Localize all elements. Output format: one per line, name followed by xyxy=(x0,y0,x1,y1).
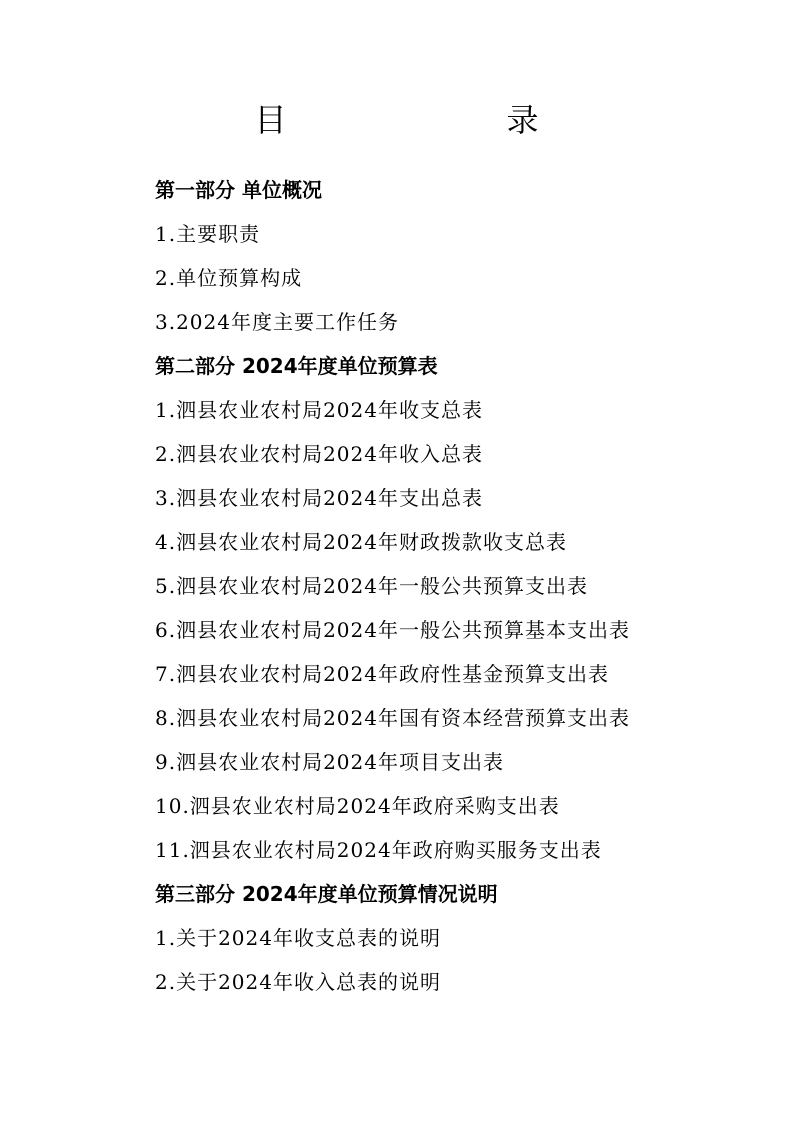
toc-item[interactable]: 2.关于2024年收入总表的说明 xyxy=(155,970,441,994)
toc-item[interactable]: 10.泗县农业农村局2024年政府采购支出表 xyxy=(155,794,560,818)
toc-item[interactable]: 5.泗县农业农村局2024年一般公共预算支出表 xyxy=(155,574,588,598)
toc-section-heading[interactable]: 第三部分 2024年度单位预算情况说明 xyxy=(155,882,498,906)
toc-item[interactable]: 1.泗县农业农村局2024年收支总表 xyxy=(155,398,483,422)
toc-item[interactable]: 3.泗县农业农村局2024年支出总表 xyxy=(155,486,483,510)
toc-item[interactable]: 9.泗县农业农村局2024年项目支出表 xyxy=(155,750,504,774)
toc-item[interactable]: 8.泗县农业农村局2024年国有资本经营预算支出表 xyxy=(155,706,630,730)
toc-item[interactable]: 4.泗县农业农村局2024年财政拨款收支总表 xyxy=(155,530,567,554)
toc-section-heading[interactable]: 第二部分 2024年度单位预算表 xyxy=(155,354,438,378)
toc-item[interactable]: 6.泗县农业农村局2024年一般公共预算基本支出表 xyxy=(155,618,630,642)
table-of-contents xyxy=(155,168,755,1004)
page-title: 目 录 xyxy=(254,101,591,139)
toc-section-heading[interactable]: 第一部分 单位概况 xyxy=(155,178,322,202)
toc-item[interactable]: 7.泗县农业农村局2024年政府性基金预算支出表 xyxy=(155,662,609,686)
toc-item[interactable]: 1.主要职责 xyxy=(155,222,261,246)
toc-item[interactable]: 3.2024年度主要工作任务 xyxy=(155,310,399,334)
toc-item[interactable]: 11.泗县农业农村局2024年政府购买服务支出表 xyxy=(155,838,602,862)
toc-item[interactable]: 1.关于2024年收支总表的说明 xyxy=(155,926,441,950)
toc-item[interactable]: 2.泗县农业农村局2024年收入总表 xyxy=(155,442,483,466)
toc-item[interactable]: 2.单位预算构成 xyxy=(155,266,303,290)
